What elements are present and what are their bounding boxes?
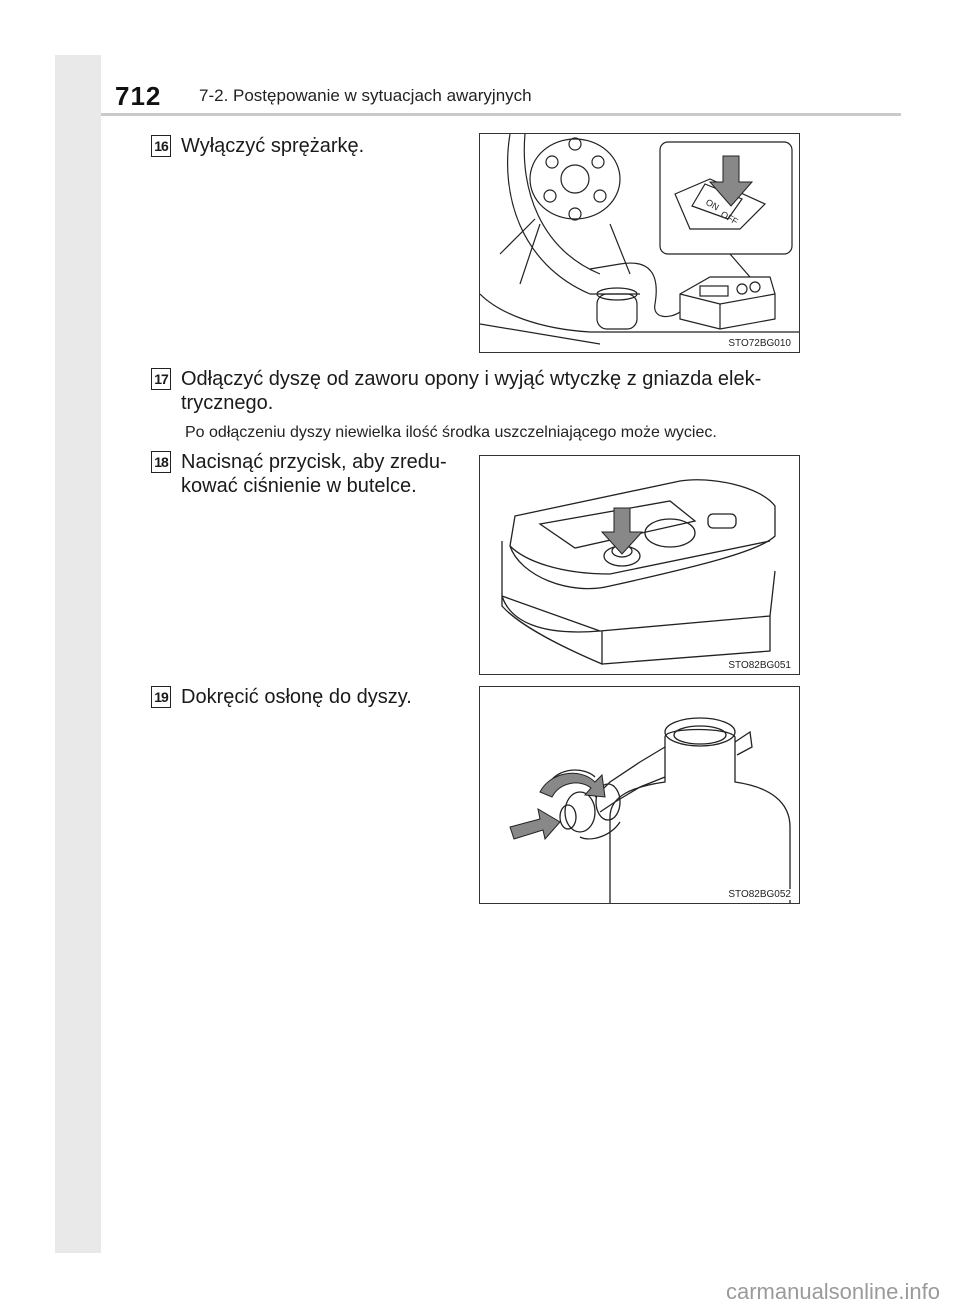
figure-pressure-release xyxy=(479,455,800,675)
nozzle-cap-illustration xyxy=(480,687,799,903)
page-number: 712 xyxy=(115,81,162,111)
footer-watermark: carmanualsonline.info xyxy=(725,1279,940,1304)
section-title: 7-2. Postępowanie w sytuacjach awaryjnych xyxy=(199,86,532,105)
compressor-switch-illustration xyxy=(480,134,799,352)
step-number-16: 16 xyxy=(151,135,171,157)
pressure-button-illustration xyxy=(480,456,799,674)
header-divider xyxy=(101,113,901,116)
step-16-text: Wyłączyć sprężarkę. xyxy=(181,135,365,157)
rotate-arrow-icon xyxy=(540,773,605,797)
page-header xyxy=(101,55,901,115)
side-tab-strip xyxy=(55,55,101,1253)
press-down-arrow-icon xyxy=(602,508,642,554)
step-17-note: Po odłączeniu dyszy niewielka ilość środka uszczelniającego może wyciec. xyxy=(185,424,717,441)
switch-on-label: ON xyxy=(704,197,721,213)
switch-off-label: OFF xyxy=(719,209,740,227)
step-number-17: 17 xyxy=(151,368,171,390)
figure-code: STO82BG051 xyxy=(728,660,791,671)
figure-code: STO72BG010 xyxy=(728,338,791,349)
step-19-text: Dokręcić osłonę do dyszy. xyxy=(181,686,412,708)
step-18-text-line2: kować ciśnienie w butelce. xyxy=(181,475,417,497)
step-17-text-line2: trycznego. xyxy=(181,392,274,414)
step-17-text-line1: Odłączyć dyszę od zaworu opony i wyjąć wtyczkę z gniazda elek- xyxy=(181,368,762,390)
figure-nozzle-cap xyxy=(479,686,800,904)
step-number-18: 18 xyxy=(151,451,171,473)
step-number-19: 19 xyxy=(151,686,171,708)
push-arrow-icon xyxy=(510,809,560,839)
figure-code: STO82BG052 xyxy=(728,889,791,900)
figure-compressor-off xyxy=(479,133,800,353)
press-arrow-icon xyxy=(710,156,752,206)
step-18-text-line1: Nacisnąć przycisk, aby zredu- xyxy=(181,451,447,473)
